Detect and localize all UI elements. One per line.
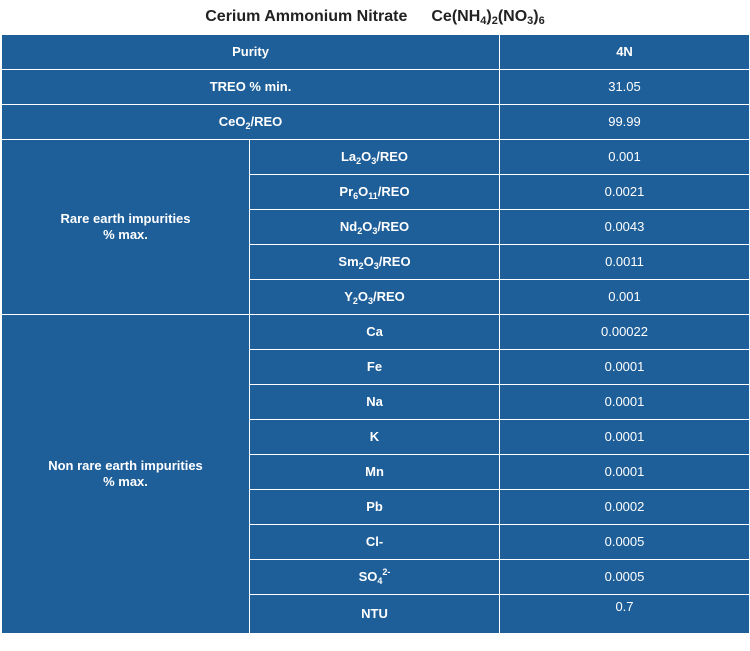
title-formula: $Ce(NH_4)_2(NO_3)_6$ <box>431 7 545 27</box>
impurity-label-y2o3: $Y_2O_3$/REO <box>250 280 500 315</box>
spec-table <box>1 34 750 634</box>
treo-label: TREO % min. <box>2 70 500 105</box>
impurity-label-cl: Cl- <box>250 525 500 560</box>
treo-value: 31.05 <box>500 70 750 105</box>
impurity-label-pb: Pb <box>250 490 500 525</box>
table-row <box>2 140 750 175</box>
title-name: Cerium Ammonium Nitrate <box>205 8 408 25</box>
table-row <box>2 315 750 350</box>
impurity-value-mn: 0.0001 <box>500 455 750 490</box>
table-title <box>0 0 750 34</box>
impurity-value-pr6o11: 0.0021 <box>500 175 750 210</box>
impurity-value-pb: 0.0002 <box>500 490 750 525</box>
impurity-label-la2o3: $La_2O_3$/REO <box>250 140 500 175</box>
impurity-value-so4: 0.0005 <box>500 560 750 595</box>
impurity-value-k: 0.0001 <box>500 420 750 455</box>
impurity-label-pr6o11: $Pr_6O_{11}$/REO <box>250 175 500 210</box>
ceo2-value: 99.99 <box>500 105 750 140</box>
impurity-label-ca: Ca <box>250 315 500 350</box>
impurity-label-nd2o3: $Nd_2O_3$/REO <box>250 210 500 245</box>
impurity-value-nd2o3: 0.0043 <box>500 210 750 245</box>
impurity-value-y2o3: 0.001 <box>500 280 750 315</box>
ceo2-label: CeO$_2$/REO <box>2 105 500 140</box>
impurity-value-sm2o3: 0.0011 <box>500 245 750 280</box>
impurity-label-sm2o3: $Sm_2O_3$/REO <box>250 245 500 280</box>
impurity-value-na: 0.0001 <box>500 385 750 420</box>
purity-label: Purity <box>2 35 500 70</box>
impurity-label-so4: $SO_4^{2-}$ <box>250 560 500 595</box>
table-row <box>2 105 750 140</box>
non-rare-earth-group-label: Non rare earth impurities % max. <box>2 315 250 634</box>
table-row <box>2 35 750 70</box>
purity-value: 4N <box>500 35 750 70</box>
impurity-label-k: K <box>250 420 500 455</box>
impurity-label-na: Na <box>250 385 500 420</box>
impurity-label-fe: Fe <box>250 350 500 385</box>
impurity-value-cl: 0.0005 <box>500 525 750 560</box>
table-row <box>2 70 750 105</box>
impurity-label-ntu: NTU <box>250 595 500 634</box>
impurity-value-ca: 0.00022 <box>500 315 750 350</box>
impurity-value-ntu: 0.7 <box>500 595 750 634</box>
impurity-value-la2o3: 0.001 <box>500 140 750 175</box>
impurity-value-fe: 0.0001 <box>500 350 750 385</box>
impurity-label-mn: Mn <box>250 455 500 490</box>
rare-earth-group-label: Rare earth impurities % max. <box>2 140 250 315</box>
